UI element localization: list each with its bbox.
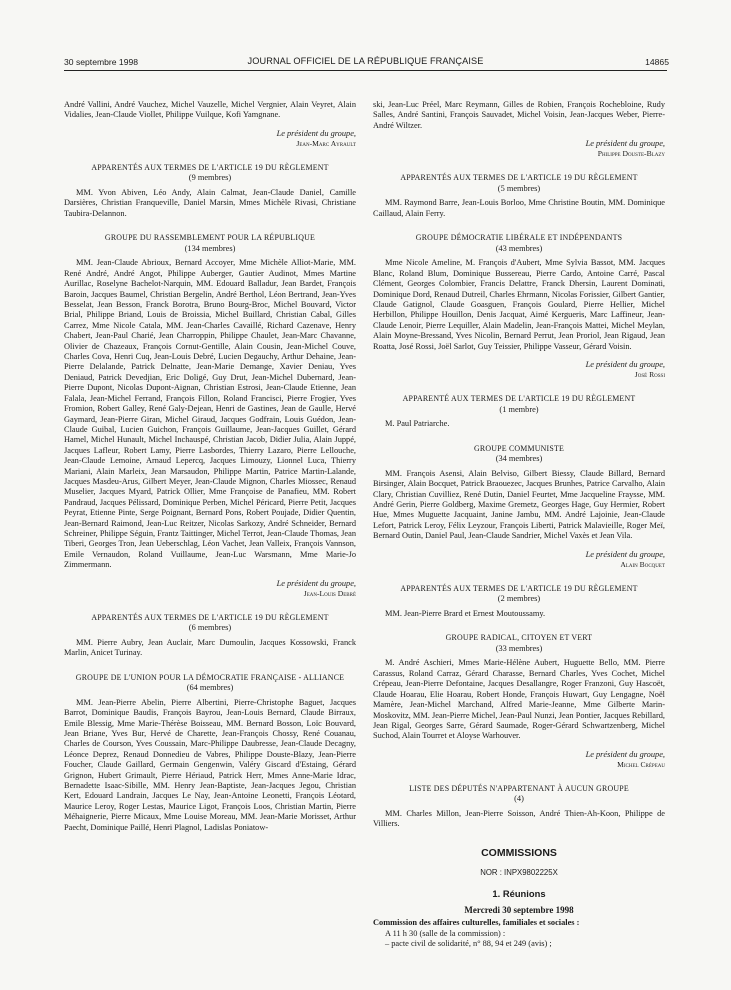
group-title: GROUPE DE L'UNION POUR LA DÉMOCRATIE FRANÇAISE - ALLIANCE [75, 672, 345, 682]
group-heading [64, 613, 356, 634]
meeting-date: Mercredi 30 septembre 1998 [464, 904, 574, 915]
signature-name: Jean-Louis Debré [303, 588, 356, 598]
page-header [0, 55, 731, 71]
group-title: GROUPE DÉMOCRATIE LIBÉRALE ET INDÉPENDANTS [415, 233, 623, 243]
group-count: (2 membres) [497, 594, 541, 604]
group-count: (134 membres) [184, 243, 236, 253]
commission-title: Commission des affaires culturelles, familiales et sociales : [373, 918, 580, 928]
group-count: (1 membre) [499, 404, 539, 414]
signature [373, 550, 665, 570]
group-title: GROUPE DU RASSEMBLEMENT POUR LA RÉPUBLIQUE [104, 233, 316, 243]
group-members: M. Paul Patriarche. [385, 419, 450, 429]
group-members: MM. Yvon Abiven, Léo Andy, Alain Calmat, Jean-Claude Daniel, Camille Darsières, Christian Franqueville, Daniel Marsin, Mmes Michèle Rivasi, Christiane Taubira-Delannon. [64, 188, 356, 218]
signature-name: Philippe Douste-Blazy [597, 149, 665, 159]
group-title: APPARENTÉS AUX TERMES DE L'ARTICLE 19 DU RÈGLEMENT [400, 173, 638, 183]
signature-label: Le président du groupe, [276, 578, 356, 588]
header-date: 30 septembre 1998 [64, 57, 139, 67]
agenda-time: A 11 h 30 (salle de la commission) : [385, 928, 506, 938]
signature-name: Michel Crépeau [617, 759, 665, 769]
group-title: APPARENTÉS AUX TERMES DE L'ARTICLE 19 DU RÈGLEMENT [400, 583, 638, 593]
group-count: (5 membres) [497, 183, 541, 193]
header-rule [64, 70, 667, 71]
group-members: MM. Jean-Claude Abrioux, Bernard Accoyer, Mme Michèle Alliot-Marie, MM. René André, André Angot, Philippe Auberger, Gautier Audinot, Mmes Martine Aurillac, Roselyne Bachelot-Narquin, MM. Edouard Balladur, Jean Bardet, François Baroin, Jacques Baumel, Christian Bergelin, André Berthol, Léon Bertrand, Jean-Yves Besselat, Jean Besson, Franck Borotra, Bruno Bourg-Broc, Michel Bouvard, Victor Brial, Philippe Briand, Louis de Broissia, Michel Buillard, Christian Cabal, Gilles Carrez, Mme Nicole Catala, MM. Jean-Charles Cavaillé, Richard Cazenave, Henry Chabert, Jean-Paul Charié, Jean Charroppin, Philippe Chaulet, Jean-Marc Chavanne, Olivier de Chazeaux, François Cornut-Gentille, Alain Cousin, Jean-Michel Couve, Charles Cova, Henri Cuq, Jean-Louis Debré, Lucien Degauchy, Arthur Dehaine, Jean-Pierre Delalande, Patrick Delnatte, Jean-Marie Demange, Xavier Deniau, Yves Deniaud, Patrick Devedjian, Eric Doligé, Guy Drut, Jean-Michel Dubernard, Jean-Pierre Dupont, Nicolas Dupont-Aignan, Christian Estrosi, Jean-Claude Etienne, Jean Falala, Jean-Michel Ferrand, François Fillon, Roland Francisci, Pierre Frogier, Yves Fromion, Robert Galley, René Galy-Dejean, Henri de Gastines, Jean de Gaulle, Hervé Gaymard, Jean-Pierre Giran, Michel Giraud, Jacques Godfrain, Louis Guédon, Jean-Claude Guibal, Lucien Guichon, François Guillaume, Jean-Jacques Guillet, Gérard Hamel, Michel Hunault, Michel Inchauspé, Christian Jacob, Didier Julia, Alain Juppé, Jacques Lafleur, Robert Lamy, Pierre Lasbordes, Thierry Lazaro, Pierre Lellouche, Jean-Claude Lemoine, Arnaud Lepercq, Jacques Limouzy, Lionnel Luca, Thierry Mariani, Alain Marleix, Jean Marsaudon, Philippe Martin, Patrice Martin-Lalande, Jacques Masdeu-Arus, Gilbert Meyer, Jean-Claude Mignon, Charles Miossec, Renaud Muselier, Jacques Myard, Patrick Ollier, Mme Françoise de Panafieu, MM. Robert Pandraud, Jacques Pélissard, Dominique Perben, Michel Péricard, Pierre Petit, Jacques Peyrat, Etienne Pinte, Serge Poignant, Bernard Pons, Robert Poujade, Didier Quentin, Jean-Bernard Raimond, Jean-Luc Reitzer, Nicolas Sarkozy, André Schneider, Bernard Schreiner, Philippe Séguin, Frantz Taittinger, Michel Terrot, Jean-Claude Thomas, Jean Tiberi, Georges Tron, Jean Ueberschlag, Léon Vachet, Jean Valleix, François Vannson, Emile Vernaudon, Roland Vuillaume, Jean-Luc Warsmann, Mme Marie-Jo Zimmermann. [64, 258, 356, 570]
group-count: (34 membres) [495, 454, 543, 464]
intro-text: André Vallini, André Vauchez, Michel Vauzelle, Michel Vergnier, Alain Veyret, Alain Vidalies, Jean-Claude Viollet, Philippe Vuilque, Kofi Yamgnane. [64, 100, 356, 120]
signature-name: Jean-Marc Ayrault [296, 138, 356, 148]
agenda-item: – pacte civil de solidarité, n° 88, 94 et 249 (avis) ; [385, 939, 552, 949]
nor-reference: NOR : INPX9802225X [480, 868, 558, 878]
group-count: (64 membres) [186, 683, 234, 693]
left-column [64, 100, 356, 833]
signature-name: Alain Bocquet [620, 559, 665, 569]
group-count: (4) [514, 794, 524, 804]
group-heading [373, 233, 665, 254]
group-title: APPARENTÉ AUX TERMES DE L'ARTICLE 19 DU RÈGLEMENT [402, 394, 636, 404]
signature-label: Le président du groupe, [276, 128, 356, 138]
signature [64, 579, 356, 599]
group-members: MM. Raymond Barre, Jean-Louis Borloo, Mme Christine Boutin, MM. Dominique Caillaud, Alain Ferry. [373, 198, 665, 218]
signature-label: Le président du groupe, [585, 139, 665, 149]
group-heading [64, 673, 356, 694]
signature-label: Le président du groupe, [585, 360, 665, 370]
group-heading [64, 233, 356, 254]
signature-label: Le président du groupe, [585, 749, 665, 759]
signature-label: Le président du groupe, [585, 549, 665, 559]
page-number: 14865 [645, 57, 669, 67]
journal-title: JOURNAL OFFICIEL DE LA RÉPUBLIQUE FRANÇAISE [247, 56, 484, 66]
signature [373, 360, 665, 380]
signature [373, 139, 665, 159]
group-heading [373, 444, 665, 465]
group-heading [373, 173, 665, 194]
signature [64, 129, 356, 149]
group-title: GROUPE RADICAL, CITOYEN ET VERT [445, 633, 593, 643]
group-members: M. André Aschieri, Mmes Marie-Hélène Aubert, Huguette Bello, MM. Pierre Carassus, Roland Carraz, Gérard Charasse, Bernard Charles, Yves Cochet, Michel Crépeau, Jean-Pierre Defontaine, Jacques Desallangre, Roger Franzoni, Guy Hascoët, Claude Hoarau, Elie Hoarau, Robert Honde, François Huwart, Guy Lengagne, Noël Mamère, Jean-Michel Marchand, Alfred Marie-Jeanne, Mme Gilberte Marin-Moskovitz, MM. Jean-Pierre Michel, Jean-Paul Nunzi, Jean Pontier, Jacques Rebillard, Jean Rigal, Georges Sarre, Gérard Saumade, Roger-Gérard Schwartzenberg, Michel Suchod, Alain Tourret et Aloyse Warhouver. [373, 658, 665, 741]
group-heading [373, 584, 665, 605]
group-title: APPARENTÉS AUX TERMES DE L'ARTICLE 19 DU RÈGLEMENT [91, 162, 329, 172]
group-members: Mme Nicole Ameline, M. François d'Aubert, Mme Sylvia Bassot, MM. Jacques Blanc, Roland Blum, Dominique Bussereau, Pierre Cardo, Antoine Carré, Pascal Clément, Georges Colombier, Francis Delattre, Franck Dhersin, Laurent Dominati, Dominique Dord, Renaud Dutreil, Charles Ehrmann, Nicolas Forissier, Gilbert Gantier, Claude Gatignol, Claude Goasguen, François Goulard, Pierre Hellier, Michel Herbillon, Philippe Houillon, Denis Jacquat, Aimé Kergueris, Marc Laffineur, Jean-Claude Lenoir, Pierre Lequiller, Alain Madelin, Jean-François Mattei, Michel Meylan, Alain Moyne-Bressand, Yves Nicolin, Bernard Perrut, Jean Proriol, Jean Rigaud, Jean Roatta, José Rossi, Joël Sarlot, Guy Teissier, Philippe Vasseur, Gérard Voisin. [373, 258, 665, 351]
continued-text: ski, Jean-Luc Préel, Marc Reymann, Gilles de Robien, François Rochebloine, Rudy Salles, André Santini, François Sauvadet, Michel Voisin, Jean-Jacques Weber, Pierre-André Wiltzer. [373, 100, 665, 130]
signature-name: José Rossi [634, 370, 665, 380]
group-count: (9 membres) [188, 173, 232, 183]
group-heading [373, 394, 665, 415]
group-heading [64, 163, 356, 184]
right-column [373, 100, 665, 950]
group-title: GROUPE COMMUNISTE [474, 443, 564, 453]
signature [373, 750, 665, 770]
group-members: MM. François Asensi, Alain Belviso, Gilbert Biessy, Claude Billard, Bernard Birsinger, Alain Bocquet, Patrick Braouezec, Jacques Brunhes, Patrice Carvalho, Alain Clary, Christian Cuvilliez, René Dutin, Daniel Feurtet, Mme Jacqueline Fraysse, MM. André Gerin, Pierre Goldberg, Maxime Gremetz, Georges Hage, Guy Hermier, Robert Hue, Mmes Muguette Jacquaint, Janine Jambu, MM. André Lajoinie, Jean-Claude Lefort, Patrick Leroy, Félix Leyzour, François Liberti, Patrick Malavieille, Roger Meï, Bernard Outin, Daniel Paul, Jean-Claude Sandrier, Michel Vaxès et Jean Vila. [373, 468, 665, 541]
group-members: MM. Pierre Aubry, Jean Auclair, Marc Dumoulin, Jacques Kossowski, Franck Marlin, Anicet Turinay. [64, 637, 356, 658]
group-count: (33 membres) [495, 643, 543, 653]
group-count: (6 membres) [188, 623, 232, 633]
group-members: MM. Jean-Pierre Abelin, Pierre Albertini, Pierre-Christophe Baguet, Jacques Barrot, Dominique Baudis, François Bayrou, Jean-Louis Bernard, Claude Birraux, Emile Blessig, Mme Marie-Thérèse Boisseau, MM. Bernard Bosson, Loïc Bouvard, Jean Briane, Yves Bur, Hervé de Charette, Jean-François Chossy, René Couanau, Charles de Courson, Yves Coussain, Marc-Philippe Daubresse, Jean-Claude Decagny, Léonce Deprez, Renaud Donnedieu de Vabres, Philippe Douste-Blazy, Jean-Pierre Foucher, Claude Gaillard, Germain Gengenwin, Valéry Giscard d'Estaing, Gérard Grignon, Hubert Grimault, Pierre Hériaud, Patrick Herr, Mmes Anne-Marie Idrac, Bernadette Isaac-Sibille, MM. Henry Jean-Baptiste, Jean-Jacques Jegou, Christian Kert, Edouard Landrain, Jacques Le Nay, Jean-Antoine Leonetti, François Léotard, Maurice Leroy, Roger Lestas, Maurice Ligot, François Loos, Christian Martin, Pierre Méhaignerie, Pierre Micaux, Mme Louise Moreau, MM. Jean-Marie Morisset, Arthur Paecht, Dominique Paillé, Henri Plagnol, Ladislas Poniatow- [64, 697, 356, 832]
group-members: MM. Jean-Pierre Brard et Ernest Moutoussamy. [385, 608, 546, 618]
commissions-heading: COMMISSIONS [481, 846, 557, 859]
reunions-heading: 1. Réunions [492, 887, 546, 899]
group-heading [373, 633, 665, 654]
group-members: MM. Charles Millon, Jean-Pierre Soisson, André Thien-Ah-Koon, Philippe de Villiers. [373, 808, 665, 829]
group-heading [373, 784, 665, 805]
group-title: APPARENTÉS AUX TERMES DE L'ARTICLE 19 DU RÈGLEMENT [91, 612, 329, 622]
group-title: LISTE DES DÉPUTÉS N'APPARTENANT À AUCUN GROUPE [409, 783, 629, 793]
group-count: (43 membres) [495, 243, 543, 253]
